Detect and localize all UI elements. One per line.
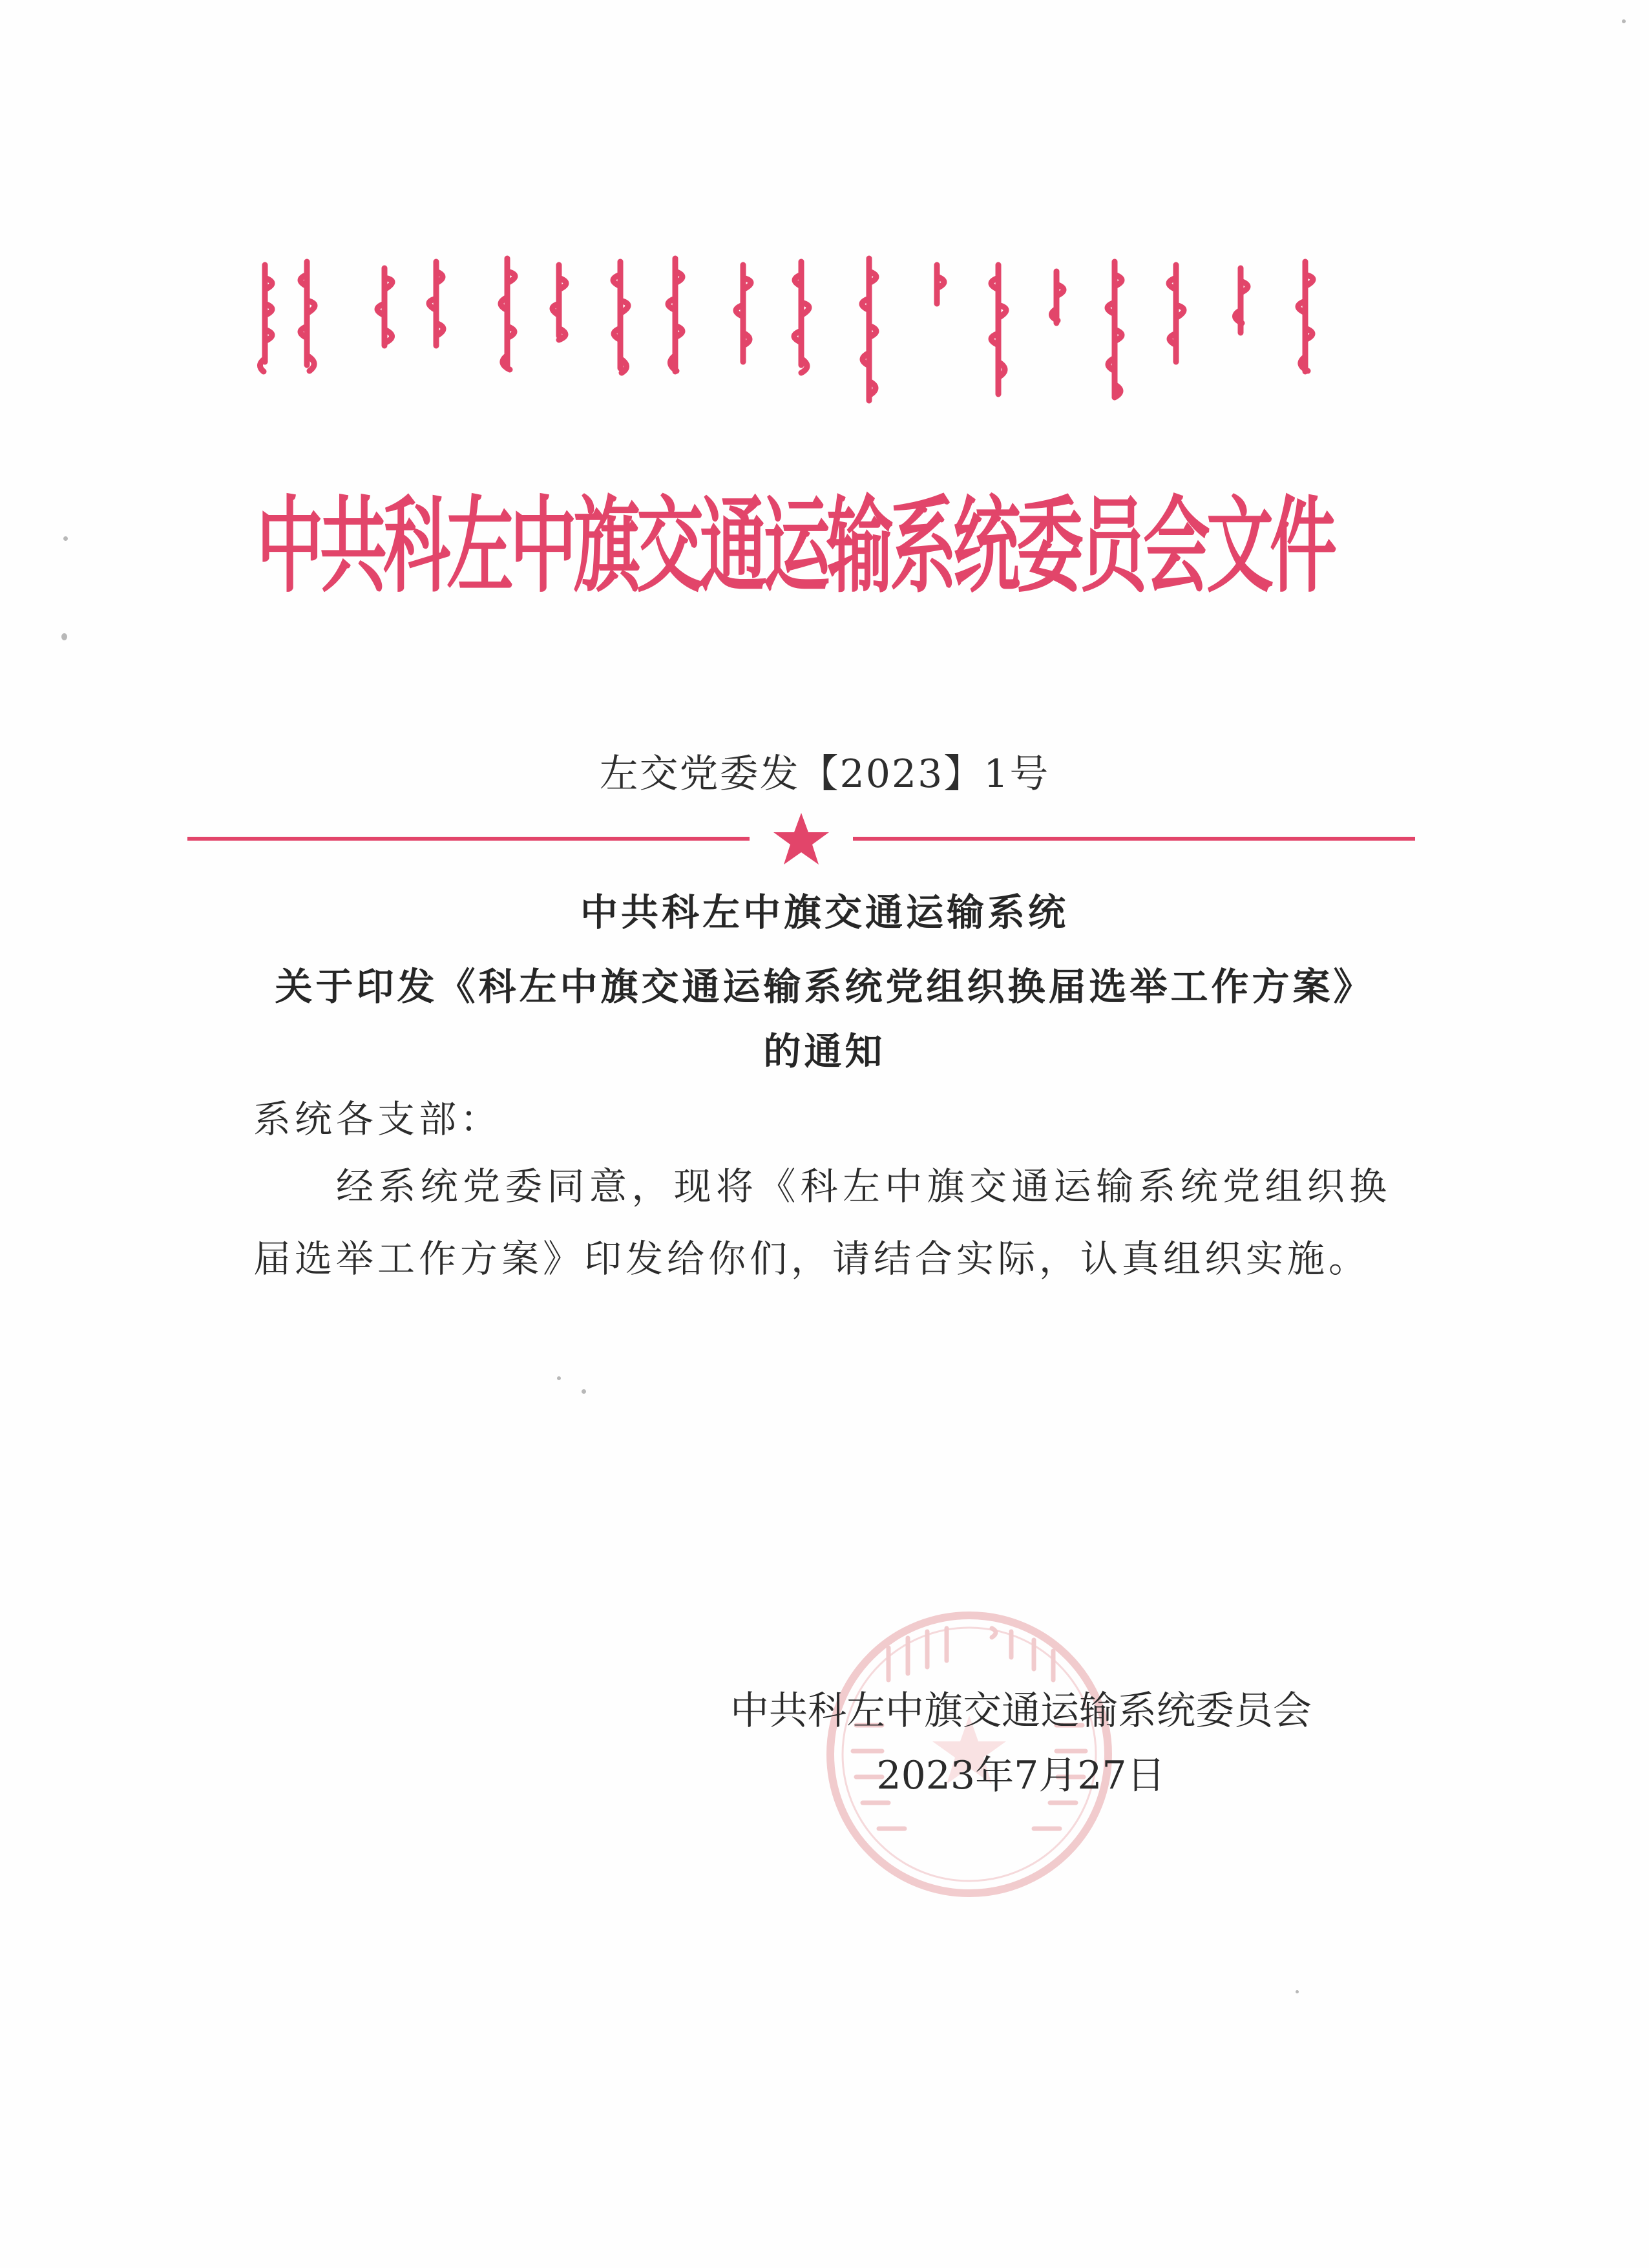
mongolian-script-title xyxy=(252,252,1338,407)
scan-speck xyxy=(1622,19,1626,23)
document-number: 左交党委发【2023】1号 xyxy=(599,751,1050,797)
scan-speck xyxy=(63,536,68,541)
salutation: 系统各支部： xyxy=(253,1097,502,1141)
signature-date: 2023年7月27日 xyxy=(876,1753,1166,1798)
notice-title-line-2: 关于印发《科左中旗交通运输系统党组织换届选举工作方案》 xyxy=(275,965,1374,1009)
red-separator-line xyxy=(187,808,1415,872)
scan-speck xyxy=(557,1376,561,1380)
body-paragraph: 经系统党委同意，现将《科左中旗交通运输系统党组织换届选举工作方案》印发给你们，请结合实际，认真组织实施。 xyxy=(253,1164,1391,1281)
scan-speck xyxy=(582,1389,586,1394)
scan-speck xyxy=(61,633,67,640)
notice-title-line-3: 的通知 xyxy=(763,1029,886,1073)
star-icon xyxy=(773,813,829,865)
notice-title-line-1: 中共科左中旗交通运输系统 xyxy=(580,890,1069,934)
scan-speck xyxy=(1296,1990,1299,1993)
signature-organization: 中共科左中旗交通运输系统委员会 xyxy=(730,1688,1312,1734)
red-header-title: 中共科左中旗交通运输系统委员会文件 xyxy=(256,483,1333,607)
